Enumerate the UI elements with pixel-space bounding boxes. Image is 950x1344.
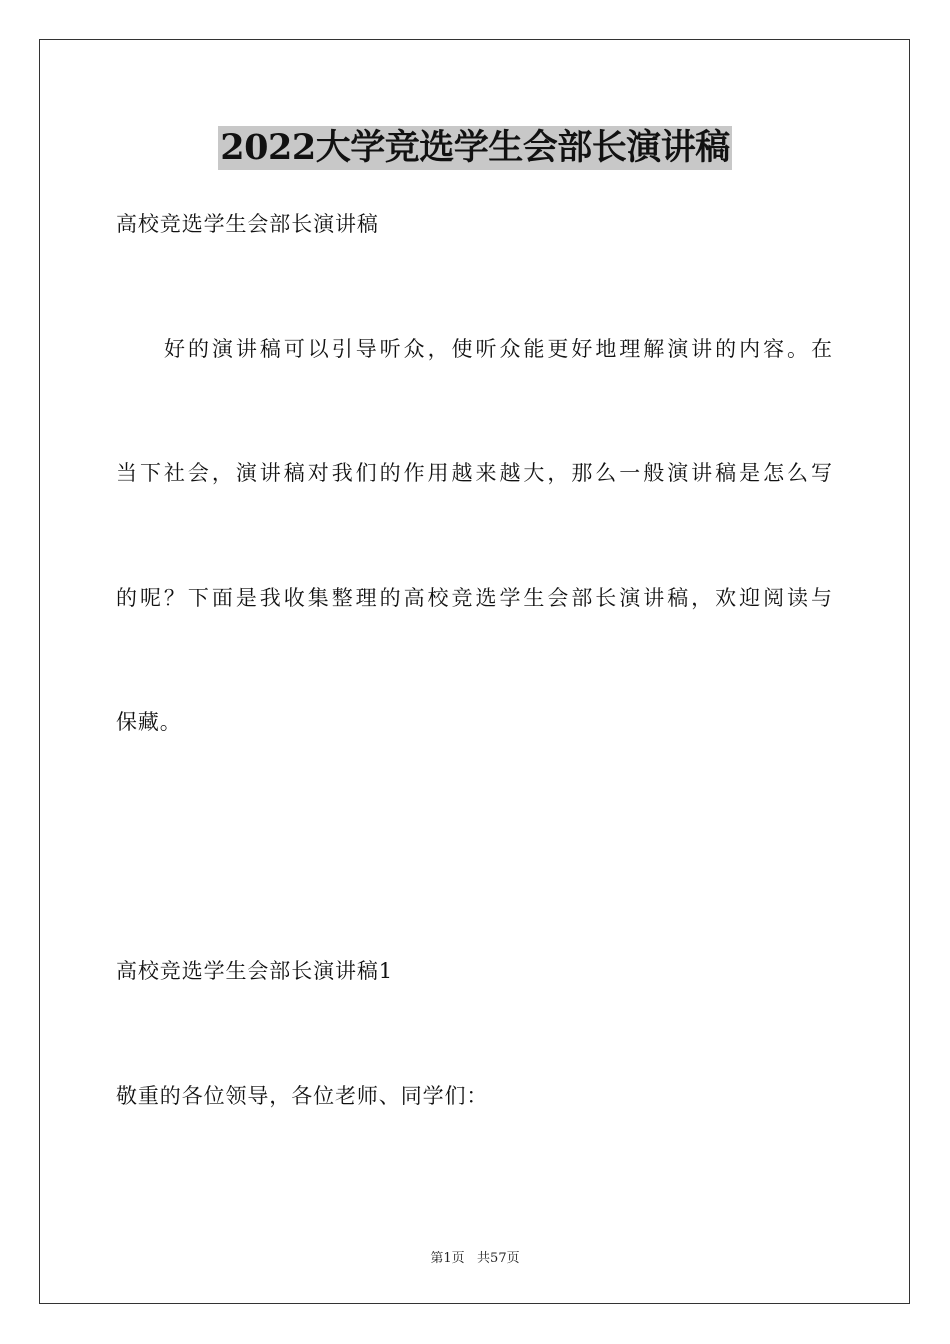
intro-line-4: 保藏。 bbox=[116, 710, 182, 734]
document-title bbox=[0, 126, 950, 178]
document-title-text: 2022大学竞选学生会部长演讲稿 bbox=[220, 127, 730, 168]
greeting: 敬重的各位领导，各位老师、同学们： bbox=[116, 1084, 489, 1108]
intro-line-1: 好的演讲稿可以引导听众，使听众能更好地理解演讲的内容。在 bbox=[164, 337, 832, 361]
page-number-footer: 第1页 共57页 bbox=[430, 1251, 520, 1266]
intro-line-2: 当下社会，演讲稿对我们的作用越来越大，那么一般演讲稿是怎么写 bbox=[116, 461, 832, 485]
document-subtitle: 高校竞选学生会部长演讲稿 bbox=[116, 212, 379, 236]
intro-line-3: 的呢？下面是我收集整理的高校竞选学生会部长演讲稿，欢迎阅读与 bbox=[116, 586, 832, 610]
section-heading: 高校竞选学生会部长演讲稿1 bbox=[116, 959, 394, 983]
